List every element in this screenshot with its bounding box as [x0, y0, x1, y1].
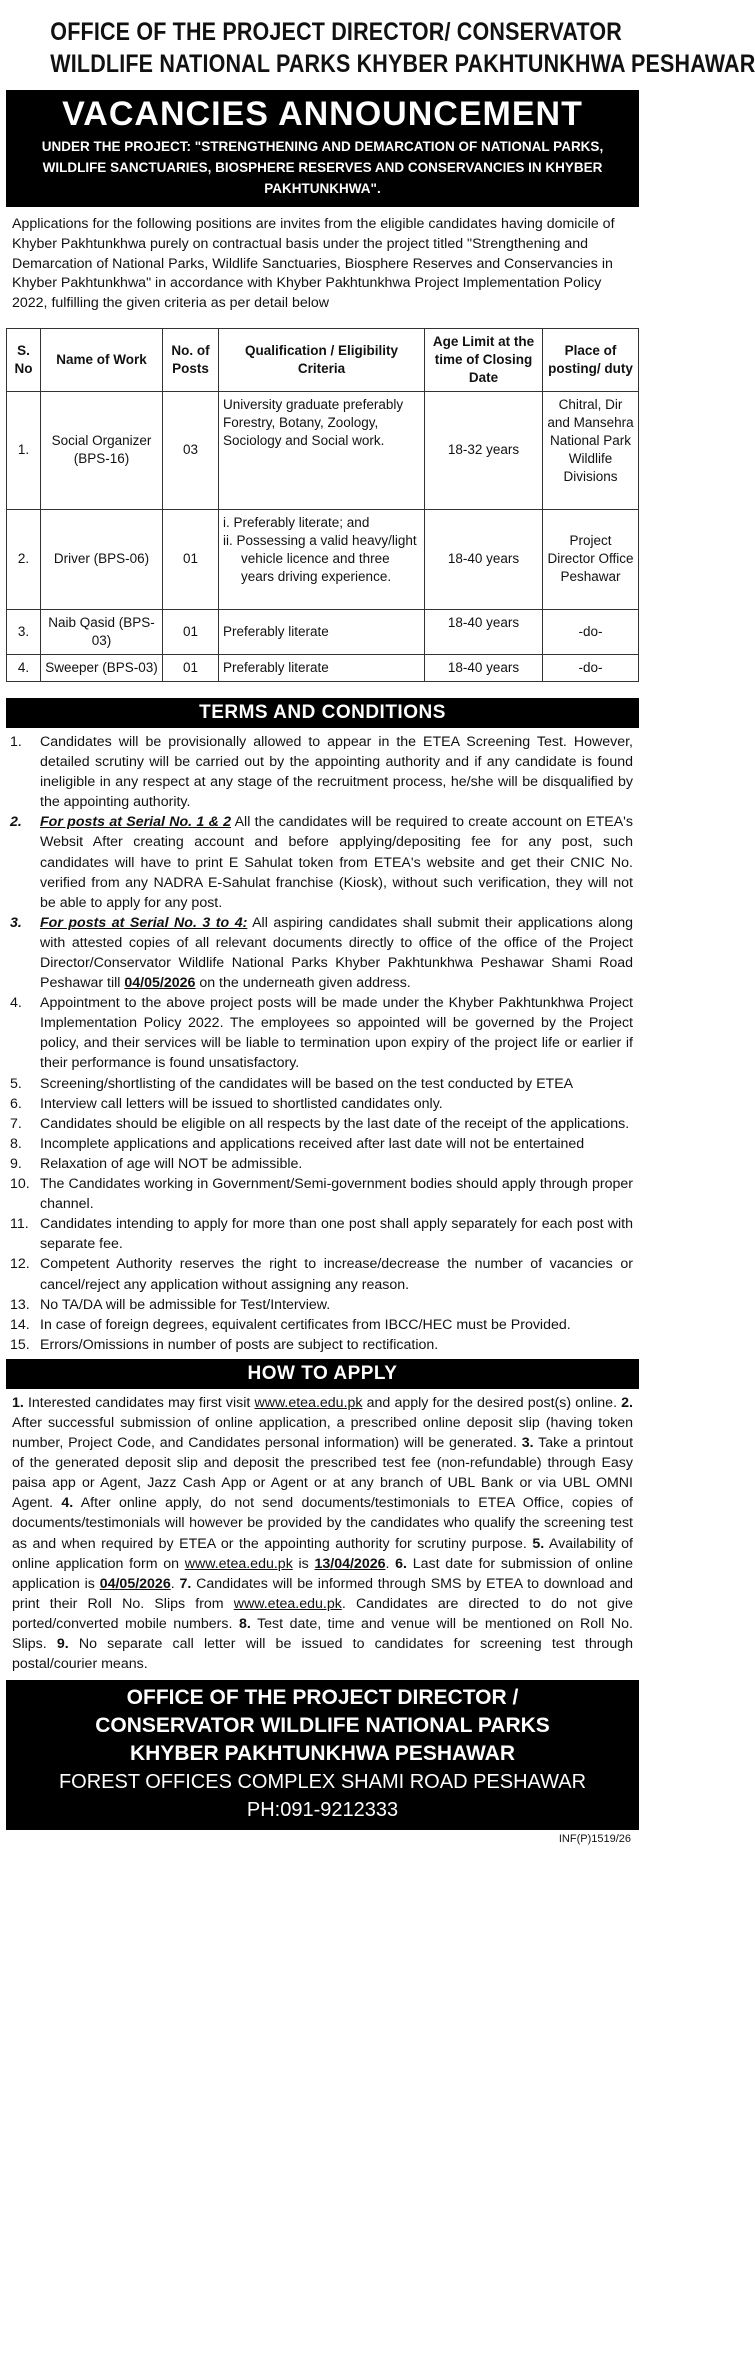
footer-office-line: CONSERVATOR WILDLIFE NATIONAL PARKS [95, 1714, 550, 1738]
footer-phone: PH:091-9212333 [246, 1799, 399, 1822]
cell-posts: 03 [163, 391, 219, 509]
step-text: After successful submission of online application, a prescribed online deposit slip (having token number, Project Code, and Candidates personal information) will be generated. [12, 1414, 633, 1452]
list-item [6, 732, 633, 812]
step-number: 5. [532, 1535, 545, 1552]
step-text: . [385, 1555, 396, 1572]
step-text: and apply for the desired post(s) online. [362, 1394, 622, 1411]
list-item [6, 1315, 633, 1335]
header [6, 0, 755, 80]
cell-qualification: Preferably literate [219, 609, 425, 654]
term-text: Appointment to the above project posts will be made under the Khyber Pakhtunkhwa Project Implementation Policy 2022. The employees so appointed will be governed by the Project policy, and their services will be liable to termination upon expiry of the project life or earlier if their performance is found unsatisfactory. [40, 995, 633, 1072]
cell-qualification: Preferably literate [219, 654, 425, 681]
vacancies-banner [6, 90, 639, 207]
cell-place: -do- [543, 609, 639, 654]
term-lead: For posts at Serial No. 3 to 4: [40, 914, 248, 931]
term-number: 1. [10, 733, 22, 750]
term-text: Relaxation of age will NOT be admissible. [40, 1155, 303, 1172]
term-text [40, 812, 633, 912]
col-sno: S. No [7, 328, 41, 391]
cell-name: Naib Qasid (BPS-03) [41, 609, 163, 654]
term-text: No TA/DA will be admissible for Test/Interview. [40, 1296, 331, 1313]
cell-age: 18-40 years [425, 509, 543, 609]
term-body: All aspiring candidates shall submit their applications along with attested copies of all relevant documents directly to office of the office of the Project Director/Conservator Wildlife National Parks Khyber Pakhtunkhwa Peshawar Shami Road Peshawar till [40, 914, 633, 992]
term-text: Candidates intending to apply for more than one post shall apply separately for each post with separate fee. [40, 1216, 633, 1253]
step-text: . [170, 1575, 180, 1592]
term-text: Incomplete applications and applications received after last date will not be entertained [40, 1135, 585, 1152]
col-posts: No. of Posts [163, 328, 219, 391]
cell-posts: 01 [163, 609, 219, 654]
step-text: Test date, time and venue will be mentioned on Roll No. Slips. [12, 1615, 634, 1653]
cell-qualification: University graduate preferably Forestry, Botany, Zoology, Sociology and Social work. [219, 391, 425, 509]
term-number: 14. [10, 1316, 30, 1333]
list-item [6, 1154, 633, 1174]
cell-sno: 1. [7, 391, 41, 509]
step-text: Candidates will be informed through SMS by ETEA to download and print their Roll No. Slips from [12, 1575, 633, 1612]
list-item [6, 993, 633, 1073]
term-text: Screening/shortlisting of the candidates will be based on the test conducted by ETEA [40, 1075, 574, 1092]
term-number: 11. [10, 1216, 29, 1233]
step-text: Availability of online application form on [12, 1535, 633, 1572]
cell-age: 18-40 years [425, 609, 543, 654]
how-to-apply-text [6, 1389, 639, 1680]
list-item [6, 1094, 633, 1114]
list-item [6, 1254, 633, 1294]
closing-date: 04/05/2026 [124, 975, 196, 992]
step-number: 6. [395, 1555, 408, 1572]
step-number: 8. [238, 1615, 251, 1632]
table-row [7, 609, 639, 654]
step-text: Take a printout of the generated deposit slip and deposit the prescribed test fee (non-refundable) through Easy paisa app or Agent, Jazz Cash App or Agent or at any branch of UBL Bank or via UBL OMNI Agent. [12, 1435, 634, 1512]
list-item [6, 1074, 633, 1094]
footer-office-line: OFFICE OF THE PROJECT DIRECTOR / [126, 1686, 519, 1710]
col-place: Place of posting/ duty [543, 328, 639, 391]
how-to-apply-heading: HOW TO APPLY [6, 1359, 639, 1389]
term-text: Errors/Omissions in number of posts are subject to rectification. [40, 1336, 439, 1353]
header-office-title: OFFICE OF THE PROJECT DIRECTOR/ CONSERVATOR [50, 18, 622, 46]
cell-sno: 4. [7, 654, 41, 681]
list-item [6, 812, 633, 912]
step-number: 4. [61, 1495, 74, 1512]
term-number: 5. [10, 1075, 22, 1092]
etea-link[interactable]: www.etea.edu.pk [184, 1555, 293, 1572]
col-age: Age Limit at the time of Closing Date [425, 328, 543, 391]
table-header-row [7, 328, 639, 391]
cell-age: 18-32 years [425, 391, 543, 509]
term-text: Candidates should be eligible on all respects by the last date of the receipt of the applications. [40, 1115, 630, 1132]
term-number: 2. [10, 814, 22, 831]
term-number: 7. [10, 1115, 22, 1132]
term-text [40, 913, 633, 993]
cell-name: Sweeper (BPS-03) [41, 654, 163, 681]
terms-list [6, 728, 639, 1359]
cell-place: Chitral, Dir and Mansehra National Park Wildlife Divisions [543, 391, 639, 509]
term-text: The Candidates working in Government/Semi-government bodies should apply through proper channel. [40, 1176, 633, 1213]
list-item [6, 1295, 633, 1315]
term-number: 8. [10, 1135, 22, 1152]
term-text: Interview call letters will be issued to shortlisted candidates only. [40, 1095, 443, 1112]
step-number: 9. [56, 1636, 69, 1653]
step-number: 7. [179, 1575, 192, 1592]
step-text: . Candidates are directed to do not give ported/converted mobile numbers. [12, 1595, 633, 1632]
term-number: 12. [10, 1256, 30, 1273]
project-name: UNDER THE PROJECT: "STRENGTHENING AND DEMARCATION OF NATIONAL PARKS, WILDLIFE SANCTUARIES, BIOSPHERE RESERVES AND CONSERVANCIES IN KHYBER PAKHTUNKHWA". [41, 139, 604, 196]
cell-posts: 01 [163, 654, 219, 681]
table-row [7, 391, 639, 509]
cell-place: -do- [543, 654, 639, 681]
term-number: 15. [10, 1336, 30, 1353]
table-row [7, 654, 639, 681]
availability-date: 13/04/2026 [314, 1555, 386, 1572]
term-number: 13. [10, 1296, 30, 1313]
step-text: is [292, 1555, 315, 1572]
cell-name: Driver (BPS-06) [41, 509, 163, 609]
cell-sno: 2. [7, 509, 41, 609]
term-body: All the candidates will be required to create account on ETEA's Websit After creating account and before applying/depositing fee for any post, such candidates will have to print E Sahulat token from ETEA's website and get their CNIC No. verified from any NADRA E-Sahulat franchise (Kiosk), without such verification, they will not be able to apply for any post. [40, 814, 633, 911]
col-qualification: Qualification / Eligibility Criteria [219, 328, 425, 391]
step-number: 3. [521, 1435, 534, 1452]
cell-place: Project Director Office Peshawar [543, 509, 639, 609]
cell-name: Social Organizer (BPS-16) [41, 391, 163, 509]
term-number: 10. [10, 1176, 30, 1193]
step-number: 2. [621, 1394, 633, 1411]
etea-link[interactable]: www.etea.edu.pk [233, 1595, 342, 1612]
step-number: 1. [12, 1394, 24, 1411]
footer-address: FOREST OFFICES COMPLEX SHAMI ROAD PESHAWAR [58, 1771, 587, 1794]
terms-heading: TERMS AND CONDITIONS [6, 698, 639, 728]
step-text: After online apply, do not send documents/testimonials to ETEA Office, copies of documents/testimonials will however be provided by the candidates who qualify the screening test as and when required by ETEA or the appointing authority for scrutiny purpose. [12, 1495, 633, 1552]
term-number: 3. [10, 914, 22, 931]
term-lead: For posts at Serial No. 1 & 2 [40, 814, 232, 831]
cell-age: 18-40 years [425, 654, 543, 681]
cell-sno: 3. [7, 609, 41, 654]
qualification-item: ii. Possessing a valid heavy/light vehicle licence and three years driving experience. [223, 532, 417, 584]
step-text: Last date for submission of online application is [12, 1555, 633, 1592]
step-text: Interested candidates may first visit [23, 1394, 255, 1411]
list-item [6, 1174, 633, 1214]
term-body-end: on the underneath given address. [195, 975, 411, 992]
term-number: 9. [10, 1155, 22, 1172]
cell-qualification [219, 509, 425, 609]
vacancies-title: VACANCIES ANNOUNCEMENT [62, 95, 583, 133]
last-date: 04/05/2026 [99, 1575, 171, 1592]
list-item [6, 1214, 633, 1254]
table-row [7, 509, 639, 609]
header-office-subtitle: WILDLIFE NATIONAL PARKS KHYBER PAKHTUNKHWA PESHAWAR [50, 50, 755, 78]
list-item [6, 1134, 633, 1154]
footer-office-line: KHYBER PAKHTUNKHWA PESHAWAR [129, 1742, 515, 1766]
term-text: Competent Authority reserves the right to increase/decrease the number of vacancies or cancel/reject any application without assigning any reason. [40, 1256, 633, 1293]
list-item [6, 1335, 633, 1355]
step-text: No separate call letter will be issued to candidates for screening test through postal/courier means. [12, 1636, 633, 1673]
ad-reference-number: INF(P)1519/26 [558, 1833, 631, 1846]
cell-posts: 01 [163, 509, 219, 609]
qualification-item: i. Preferably literate; and [223, 514, 370, 530]
footer-banner [6, 1680, 639, 1830]
term-text: Candidates will be provisionally allowed to appear in the ETEA Screening Test. However, detailed scrutiny will be carried out by the appointing authority and if any candidate is found ineligible in any respect at any stage of the recruitment process, he/she will be disqualified by the appointing authority. [40, 733, 633, 811]
col-name: Name of Work [41, 328, 163, 391]
intro-paragraph: Applications for the following positions are invites from the eligible candidates having domicile of Khyber Pakhtunkhwa purely on contractual basis under the project titled "Strengthening and Demarcation of National Parks, Wildlife Sanctuaries, Biosphere Reserves and Conservancies in Khyber Pakhtunkhwa" in accordance with Khyber Pakhtunkhwa Project Implementation Policy 2022, fulfilling the given criteria as per detail below [12, 216, 615, 312]
list-item [6, 913, 633, 993]
etea-link[interactable]: www.etea.edu.pk [254, 1394, 363, 1411]
term-number: 4. [10, 995, 22, 1012]
term-text: In case of foreign degrees, equivalent certificates from IBCC/HEC must be Provided. [40, 1316, 571, 1333]
positions-table [6, 328, 639, 682]
term-number: 6. [10, 1095, 22, 1112]
list-item [6, 1114, 633, 1134]
